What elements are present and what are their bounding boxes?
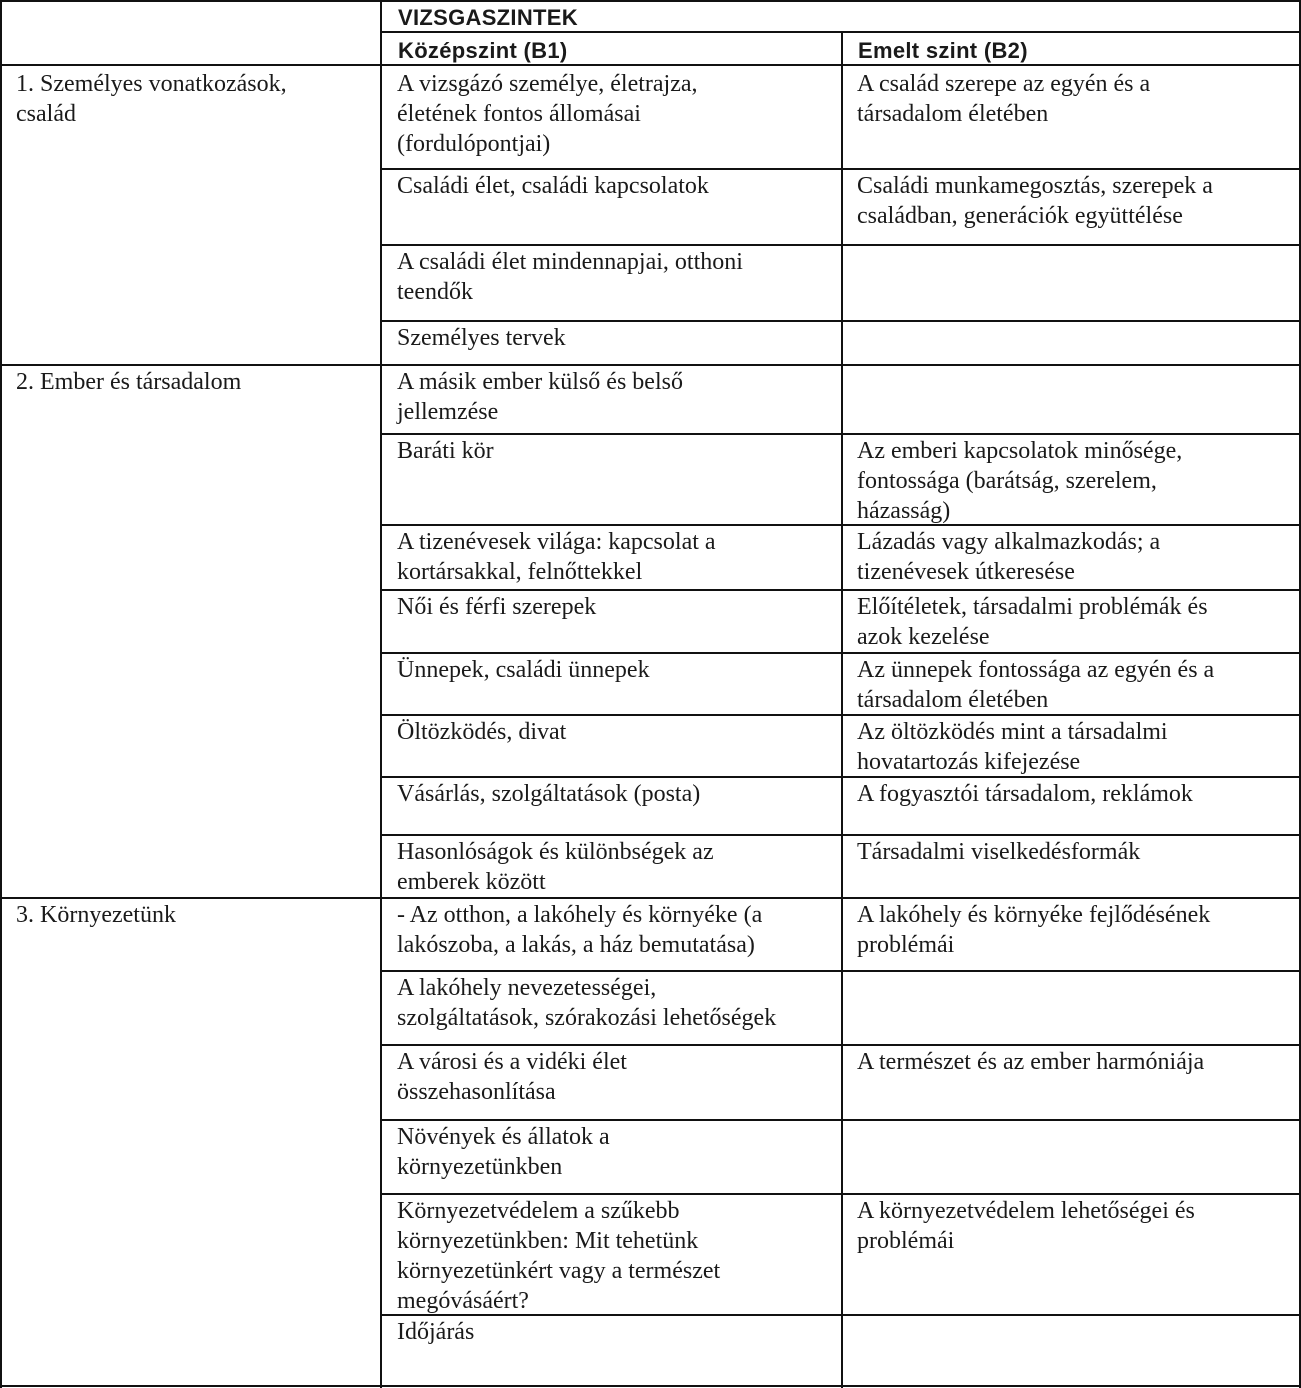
header-bottom-rule bbox=[0, 64, 1301, 66]
header-title-rule bbox=[380, 31, 1301, 33]
row-divider bbox=[380, 524, 1301, 526]
row-divider bbox=[380, 834, 1301, 836]
level-b1-cell: A lakóhely nevezetességei, szolgáltatások, szórakozási lehetőségek bbox=[397, 975, 777, 1031]
table-border-top bbox=[0, 0, 1301, 2]
row-divider bbox=[380, 1044, 1301, 1046]
level-b1-cell: - Az otthon, a lakóhely és környéke (a lakószoba, a lakás, a ház bemutatása) bbox=[397, 902, 763, 958]
level-b1-cell: Családi élet, családi kapcsolatok bbox=[397, 173, 709, 199]
level-b1-cell: Hasonlóságok és különbségek az emberek között bbox=[397, 839, 714, 895]
row-divider bbox=[380, 320, 1301, 322]
row-divider bbox=[380, 1314, 1301, 1316]
topic-cell: 2. Ember és társadalom bbox=[16, 369, 242, 395]
section-divider bbox=[0, 364, 1301, 366]
row-divider bbox=[380, 1193, 1301, 1195]
level-b2-cell: A lakóhely és környéke fejlődésének problémái bbox=[857, 902, 1211, 958]
topic-cell: 3. Környezetünk bbox=[16, 902, 176, 928]
level-b2-cell: Előítéletek, társadalmi problémák és azok kezelése bbox=[857, 594, 1208, 650]
level-b1-cell: Ünnepek, családi ünnepek bbox=[397, 657, 650, 683]
level-b1-cell: Időjárás bbox=[397, 1319, 475, 1345]
row-divider bbox=[380, 433, 1301, 435]
level-b1-cell: Személyes tervek bbox=[397, 325, 566, 351]
level-b2-cell: Az ünnepek fontossága az egyén és a társadalom életében bbox=[857, 657, 1215, 713]
header-b1: Középszint (B1) bbox=[398, 38, 568, 63]
level-b2-cell: A család szerepe az egyén és a társadalom életében bbox=[857, 71, 1151, 127]
row-divider bbox=[380, 168, 1301, 170]
level-b1-cell: Vásárlás, szolgáltatások (posta) bbox=[397, 781, 701, 807]
level-b1-cell: Növények és állatok a környezetünkben bbox=[397, 1124, 610, 1180]
level-b2-cell: Társadalmi viselkedésformák bbox=[857, 839, 1141, 865]
row-divider bbox=[380, 714, 1301, 716]
level-b2-cell: Családi munkamegosztás, szerepek a családban, generációk együttélése bbox=[857, 173, 1213, 229]
level-b1-cell: A másik ember külső és belső jellemzése bbox=[397, 369, 683, 425]
table-border-left bbox=[0, 0, 2, 1388]
level-b2-cell: A környezetvédelem lehetőségei és problémái bbox=[857, 1198, 1195, 1254]
column-divider-topic bbox=[380, 0, 382, 1388]
row-divider bbox=[380, 970, 1301, 972]
row-divider bbox=[380, 776, 1301, 778]
level-b1-cell: Környezetvédelem a szűkebb környezetünkben: Mit tehetünk környezetünkért vagy a természet megóvásáért? bbox=[397, 1198, 721, 1314]
row-divider bbox=[380, 652, 1301, 654]
level-b1-cell: A családi élet mindennapjai, otthoni teendők bbox=[397, 249, 743, 305]
row-divider bbox=[380, 1119, 1301, 1121]
level-b1-cell: Női és férfi szerepek bbox=[397, 594, 597, 620]
section-divider bbox=[0, 897, 1301, 899]
level-b1-cell: A vizsgázó személye, életrajza, életének fontos állomásai (fordulópontjai) bbox=[397, 71, 698, 157]
topic-cell: 1. Személyes vonatkozások, család bbox=[16, 71, 287, 127]
header-title: VIZSGASZINTEK bbox=[398, 5, 578, 30]
level-b2-cell: A fogyasztói társadalom, reklámok bbox=[857, 781, 1193, 807]
level-b2-cell: A természet és az ember harmóniája bbox=[857, 1049, 1205, 1075]
row-divider bbox=[380, 589, 1301, 591]
header-b2: Emelt szint (B2) bbox=[858, 38, 1028, 63]
level-b1-cell: A tizenévesek világa: kapcsolat a kortársakkal, felnőttekkel bbox=[397, 529, 716, 585]
level-b2-cell: Lázadás vagy alkalmazkodás; a tizenévesek útkeresése bbox=[857, 529, 1161, 585]
level-b1-cell: A városi és a vidéki élet összehasonlítása bbox=[397, 1049, 627, 1105]
table-border-bottom bbox=[0, 1385, 1301, 1387]
level-b1-cell: Öltözködés, divat bbox=[397, 719, 567, 745]
level-b1-cell: Baráti kör bbox=[397, 438, 494, 464]
column-divider-levels bbox=[841, 32, 843, 1388]
level-b2-cell: Az emberi kapcsolatok minősége, fontossága (barátság, szerelem, házasság) bbox=[857, 438, 1183, 524]
level-b2-cell: Az öltözködés mint a társadalmi hovatartozás kifejezése bbox=[857, 719, 1168, 775]
row-divider bbox=[380, 244, 1301, 246]
